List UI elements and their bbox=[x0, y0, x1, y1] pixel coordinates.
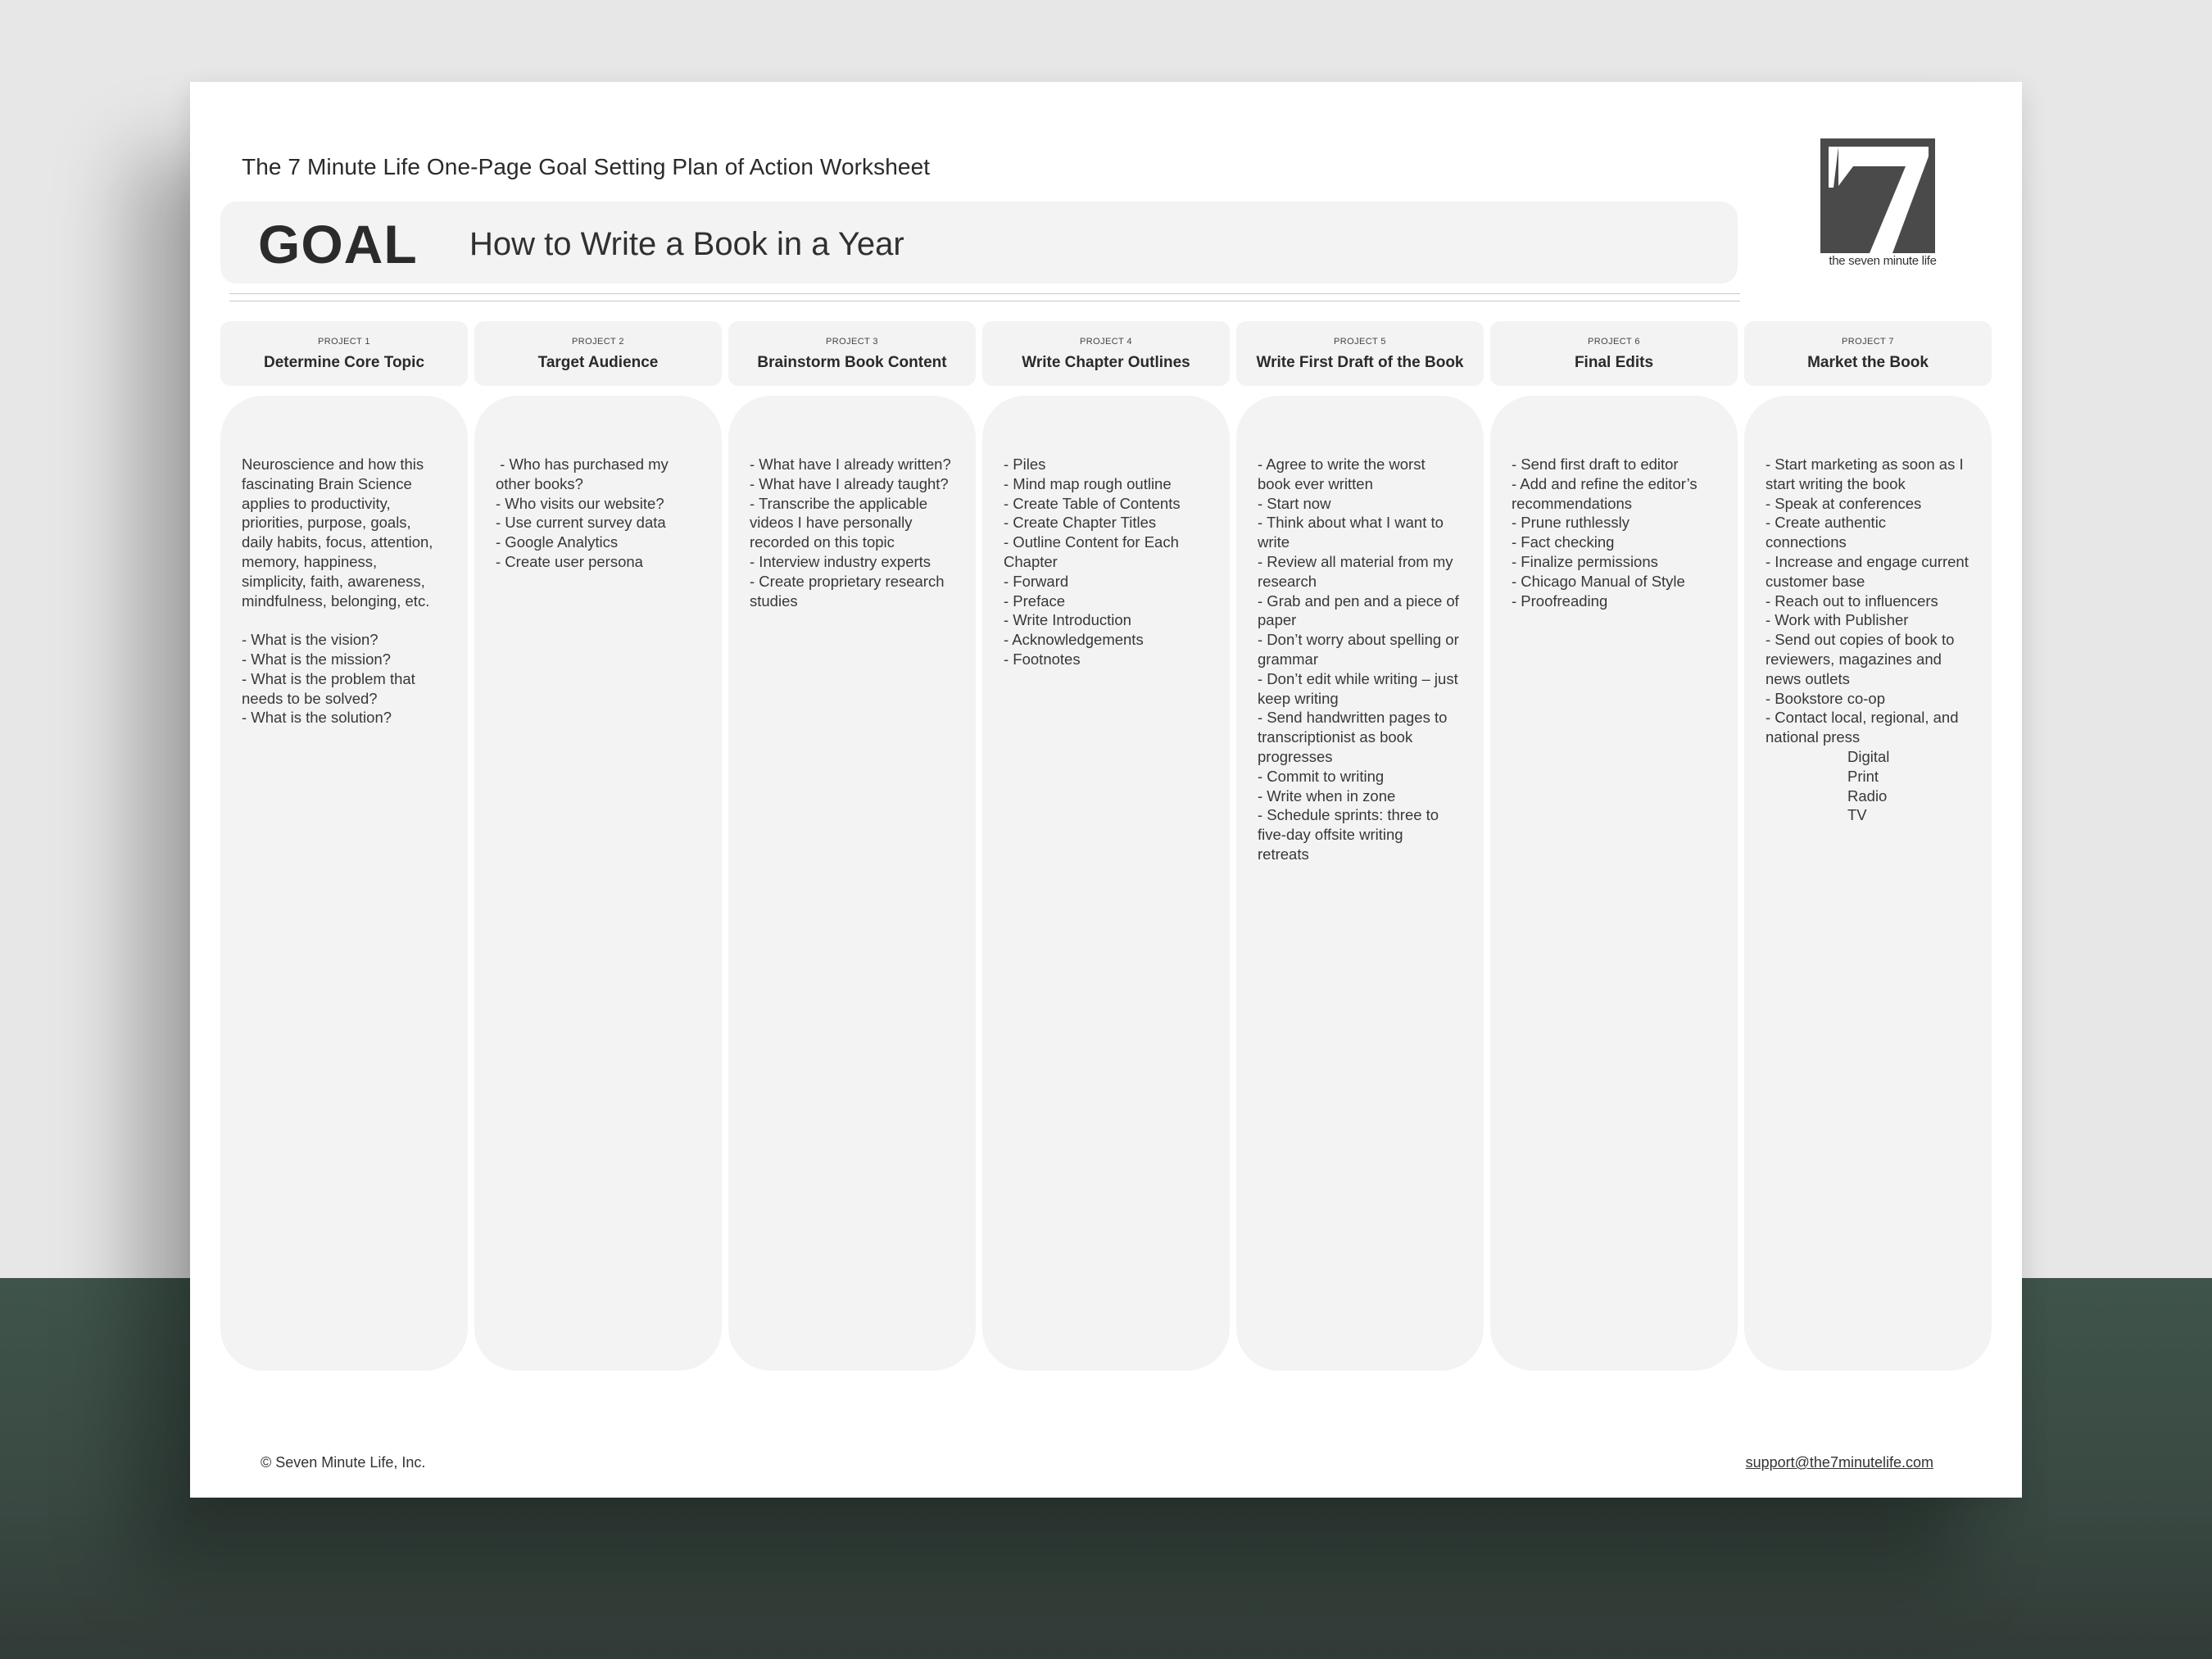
project-action-list bbox=[1004, 455, 1218, 669]
project-action-item: - Who has purchased my bbox=[496, 456, 669, 473]
project-action-item: priorities, purpose, goals, bbox=[242, 514, 411, 532]
project-action-item: reviewers, magazines and bbox=[1766, 650, 1942, 668]
project-action-list bbox=[1512, 455, 1726, 610]
project-action-item: applies to productivity, bbox=[242, 494, 391, 512]
document-title: The 7 Minute Life One-Page Goal Setting Plan of Action Worksheet bbox=[242, 154, 931, 179]
project-action-item: - Finalize permissions bbox=[1512, 552, 1658, 570]
project-action-item: - Forward bbox=[1004, 572, 1069, 590]
project-action-item: - Commit to writing bbox=[1258, 767, 1385, 785]
project-header-4 bbox=[982, 321, 1230, 386]
project-action-list bbox=[242, 455, 456, 728]
support-email-link[interactable]: support@the7minutelife.com bbox=[1745, 1454, 1933, 1471]
project-action-item: book ever written bbox=[1258, 474, 1373, 492]
project-action-item: - Fact checking bbox=[1512, 533, 1615, 551]
project-action-item: Neuroscience and how this bbox=[242, 456, 424, 473]
project-header-5 bbox=[1236, 321, 1484, 386]
project-action-item: news outlets bbox=[1766, 669, 1850, 687]
project-sub-item: Print bbox=[1847, 767, 1879, 785]
seven-logo-icon bbox=[1820, 138, 1935, 253]
project-action-item: - What have I already taught? bbox=[750, 474, 949, 492]
project-action-item: national press bbox=[1766, 728, 1861, 746]
project-action-item: - What is the mission? bbox=[242, 650, 391, 668]
project-number: PROJECT 2 bbox=[572, 337, 624, 347]
project-action-item: - Preface bbox=[1004, 592, 1066, 610]
project-action-item: memory, happiness, bbox=[242, 552, 378, 570]
project-action-item: - Reach out to influencers bbox=[1766, 592, 1938, 610]
divider-line bbox=[229, 293, 1740, 294]
project-action-item: - Send out copies of book to bbox=[1766, 631, 1955, 649]
project-action-item: - Prune ruthlessly bbox=[1512, 514, 1630, 532]
copyright-text: © Seven Minute Life, Inc. bbox=[261, 1454, 426, 1471]
project-action-item: - Send handwritten pages to bbox=[1258, 709, 1448, 727]
project-action-item: daily habits, focus, attention, bbox=[242, 533, 433, 551]
project-action-item: - Create authentic bbox=[1766, 514, 1887, 532]
project-action-item: - Create proprietary research bbox=[750, 572, 945, 590]
project-action-item: - Outline Content for Each bbox=[1004, 533, 1179, 551]
project-action-item: connections bbox=[1766, 533, 1847, 551]
project-action-list bbox=[496, 455, 710, 572]
project-title: Write Chapter Outlines bbox=[1022, 354, 1190, 371]
project-action-item: - Chicago Manual of Style bbox=[1512, 572, 1685, 590]
project-action-item: - Use current survey data bbox=[496, 514, 666, 532]
project-action-item: mindfulness, belonging, etc. bbox=[242, 592, 430, 610]
project-action-item: - Increase and engage current bbox=[1766, 552, 1969, 570]
project-action-item: - What is the problem that bbox=[242, 669, 415, 687]
project-title: Market the Book bbox=[1807, 354, 1929, 371]
project-action-item: - Agree to write the worst bbox=[1258, 456, 1426, 473]
project-action-item: videos I have personally bbox=[750, 514, 913, 532]
project-sub-item: TV bbox=[1847, 806, 1867, 824]
worksheet-page bbox=[190, 82, 2022, 1498]
project-action-item: other books? bbox=[496, 474, 583, 492]
project-number: PROJECT 6 bbox=[1588, 337, 1640, 347]
project-action-item: - What is the vision? bbox=[242, 631, 378, 649]
project-action-item: - Start now bbox=[1258, 494, 1331, 512]
project-action-item: - Create user persona bbox=[496, 552, 643, 570]
project-action-item: - Add and refine the editor’s bbox=[1512, 474, 1698, 492]
project-action-item: - Speak at conferences bbox=[1766, 494, 1922, 512]
project-action-item: - Grab and pen and a piece of bbox=[1258, 592, 1459, 610]
project-action-item: needs to be solved? bbox=[242, 689, 378, 707]
project-action-item: - Work with Publisher bbox=[1766, 611, 1909, 629]
project-action-item: - Write when in zone bbox=[1258, 786, 1396, 805]
project-action-item: - Transcribe the applicable bbox=[750, 494, 927, 512]
project-action-item: five-day offsite writing bbox=[1258, 826, 1403, 844]
project-action-item: - Contact local, regional, and bbox=[1766, 709, 1959, 727]
project-action-list bbox=[1258, 455, 1472, 864]
project-column-6 bbox=[1490, 396, 1738, 1371]
project-header-7 bbox=[1744, 321, 1992, 386]
project-action-item: - Who visits our website? bbox=[496, 494, 664, 512]
project-action-item: studies bbox=[750, 592, 798, 610]
project-header-6 bbox=[1490, 321, 1738, 386]
project-action-item: - Piles bbox=[1004, 456, 1046, 473]
project-action-item: grammar bbox=[1258, 650, 1319, 668]
project-action-item: - Send first draft to editor bbox=[1512, 456, 1679, 473]
project-sub-item: Radio bbox=[1847, 786, 1888, 805]
project-action-item: write bbox=[1258, 533, 1290, 551]
project-column-5 bbox=[1236, 396, 1484, 1371]
project-action-item: - Create Table of Contents bbox=[1004, 494, 1181, 512]
project-action-item: recommendations bbox=[1512, 494, 1633, 512]
project-action-item: - Think about what I want to bbox=[1258, 514, 1444, 532]
project-action-item: - Review all material from my bbox=[1258, 552, 1453, 570]
project-action-item: - Don’t worry about spelling or bbox=[1258, 631, 1459, 649]
goal-label: GOAL bbox=[258, 214, 418, 274]
project-action-item: - What have I already written? bbox=[750, 456, 951, 473]
project-action-item: - Bookstore co-op bbox=[1766, 689, 1886, 707]
project-column-1 bbox=[220, 396, 468, 1371]
project-action-item: - Start marketing as soon as I bbox=[1766, 456, 1964, 473]
project-action-item: - Write Introduction bbox=[1004, 611, 1131, 629]
project-sub-item: Digital bbox=[1847, 747, 1890, 765]
project-action-item: - Footnotes bbox=[1004, 650, 1081, 668]
project-action-item bbox=[242, 610, 456, 630]
project-number: PROJECT 1 bbox=[318, 337, 370, 347]
project-action-item: customer base bbox=[1766, 572, 1865, 590]
project-action-item: fascinating Brain Science bbox=[242, 474, 412, 492]
project-header-2 bbox=[474, 321, 722, 386]
project-action-list bbox=[750, 455, 964, 610]
project-column-4 bbox=[982, 396, 1230, 1371]
project-action-item: - Interview industry experts bbox=[750, 552, 931, 570]
project-header-1 bbox=[220, 321, 468, 386]
project-number: PROJECT 3 bbox=[826, 337, 878, 347]
project-action-item: - Schedule sprints: three to bbox=[1258, 806, 1439, 824]
project-action-item: - Proofreading bbox=[1512, 592, 1608, 610]
project-title: Determine Core Topic bbox=[263, 354, 425, 371]
project-action-item: paper bbox=[1258, 611, 1297, 629]
project-action-item: - Mind map rough outline bbox=[1004, 474, 1172, 492]
project-action-item: - Don’t edit while writing – just bbox=[1258, 669, 1458, 687]
project-title: Final Edits bbox=[1574, 354, 1654, 371]
project-action-item: - Create Chapter Titles bbox=[1004, 514, 1157, 532]
project-column-3 bbox=[728, 396, 976, 1371]
project-action-list bbox=[1766, 455, 1980, 825]
project-title: Target Audience bbox=[537, 354, 659, 371]
project-action-item: progresses bbox=[1258, 747, 1333, 765]
logo-wordmark: the seven minute life bbox=[1829, 254, 1937, 268]
brand-logo bbox=[1817, 136, 1948, 279]
project-action-item: simplicity, faith, awareness, bbox=[242, 572, 425, 590]
project-column-7 bbox=[1744, 396, 1992, 1371]
goal-banner bbox=[220, 202, 1738, 283]
project-title: Brainstorm Book Content bbox=[757, 354, 947, 371]
project-action-item: recorded on this topic bbox=[750, 533, 895, 551]
project-action-item: research bbox=[1258, 572, 1317, 590]
project-action-item: transcriptionist as book bbox=[1258, 728, 1413, 746]
project-title: Write First Draft of the Book bbox=[1256, 354, 1464, 371]
project-number: PROJECT 4 bbox=[1080, 337, 1132, 347]
goal-text: How to Write a Book in a Year bbox=[469, 226, 904, 262]
project-header-3 bbox=[728, 321, 976, 386]
project-action-item: - Google Analytics bbox=[496, 533, 619, 551]
project-number: PROJECT 7 bbox=[1842, 337, 1894, 347]
project-action-item: keep writing bbox=[1258, 689, 1339, 707]
project-column-2 bbox=[474, 396, 722, 1371]
project-number: PROJECT 5 bbox=[1334, 337, 1386, 347]
project-action-item: - What is the solution? bbox=[242, 709, 392, 727]
project-action-item: - Acknowledgements bbox=[1004, 631, 1144, 649]
project-action-item: start writing the book bbox=[1766, 474, 1906, 492]
project-action-item: Chapter bbox=[1004, 552, 1058, 570]
project-action-item: retreats bbox=[1258, 845, 1309, 863]
